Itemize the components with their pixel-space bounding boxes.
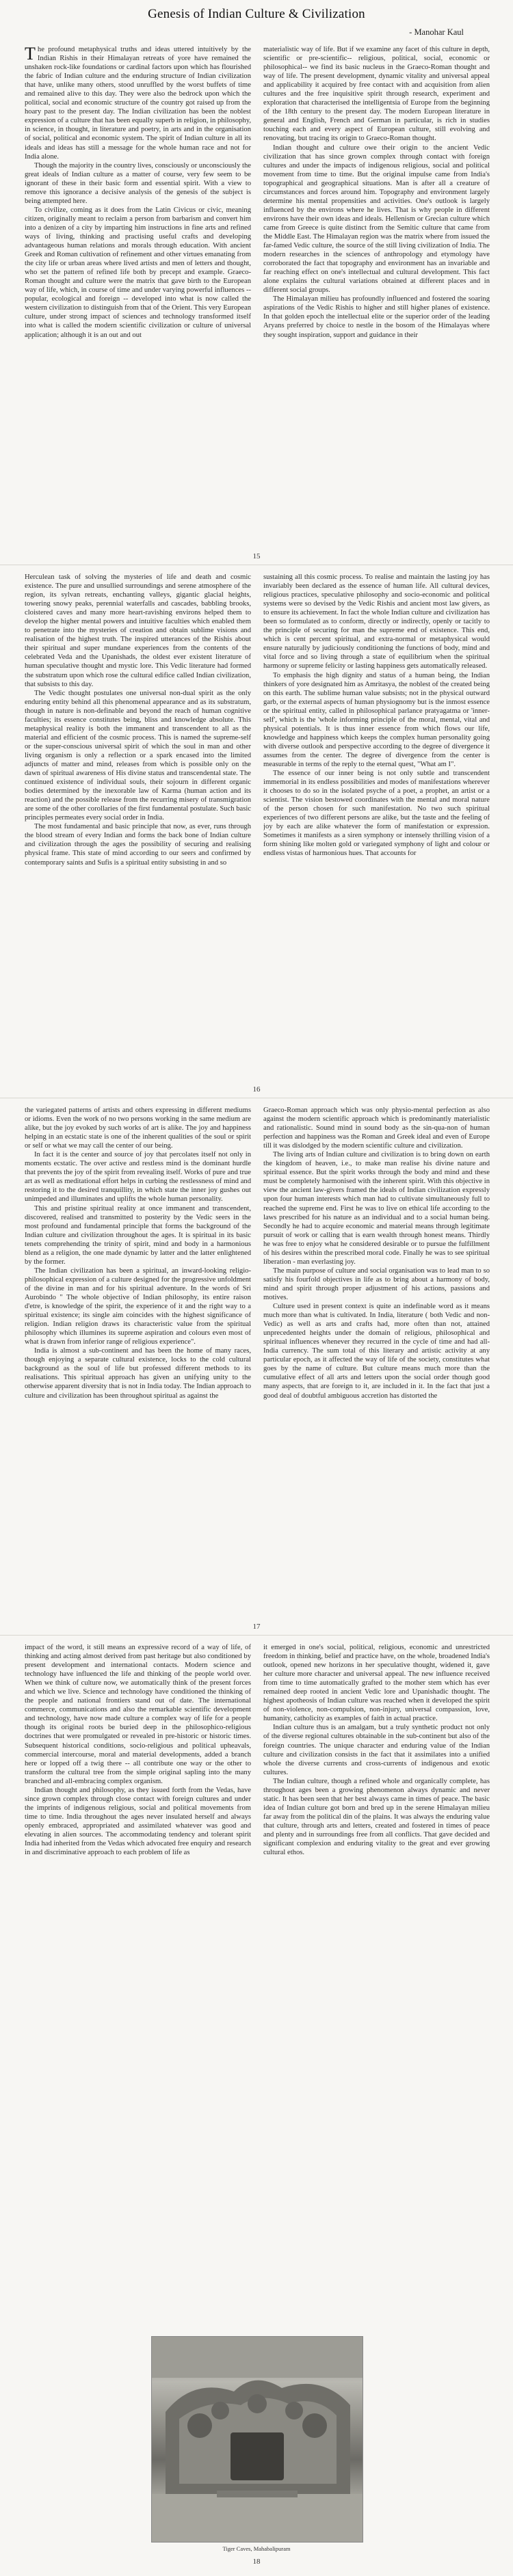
paragraph: the variegated patterns of artists and others expressing in different mediums or idioms. Even the work of no two persons working in the same medium are alike, but the joy evoked by such works of art is alike. The joy and happiness helping in an ecstatic state is one of the inherent qualities of the soul or spirit or self or what we may call the center of our being. [25,1107,251,1150]
paragraph: Culture used in present context is quite an indefinable word as it means much more than what is cultivated. In India, literature ( both Vedic and non-Vedic) as well as arts and crafts had, more often than not, attained unprecedented heights under the domain of religious, philosophical and spiritual influences whenever they recurred in the cycle of time and had all-India currency. The sum total of this literary and artistic activity at any particular epoch, as it affected the way of life of the society, constitutes what goes by the name of culture. But culture means much more than the cumulative effect of all arts and letters upon the social order though good many aspects, that are foreign to it, are included in it. In the fact that just a good deal of doubtful ambiguous accretion has distorted the [263,1303,490,1400]
paragraph: materialistic way of life. But if we examine any facet of this culture in depth, scientific or pre-scientific-- religious, political, social, economic or philosophical-- we find its basic nucleus in the Graeco-Roman thought and way of life. The present development, dynamic vitality and universal appeal and applicability it acquired by free contact with and acquisition from alien cultures and the free inquisitive spirit through research, experiment and exploration that characterised the intelligentsia of Europe from the beginning of the 18th century to the present day. The modern European literature in general and English, French and German in particular, is rich in studies touching each and every aspect of European culture, still evolving and renovating, but tracing its origin to Graeco-Roman thought. [263,46,490,143]
paragraph: Herculean task of solving the mysteries of life and death and cosmic existence. The pure and unsullied surroundings and serene atmosphere of the region, its sylvan retreats, enchanting valleys, gigantic glacial heights, towering snowy peaks, perennial waterfalls and cascades, babbling brooks, cloistered caves and many more heart-ravishing environs helped them to develop the higher mental powers and intuitive faculties which enabled them to penetrate into the mysteries of creation and obtain sublime visions and realisation of the highest truth. The inspired utterances of the Rishis about their spiritual and super mundane experiences from the contents of the celebrated Veda and the Upanishads, the oldest ever existent literature of human speculative thought and mystic lore. This Vedic literature had formed the substratum upon which rose the cultural edifice called Indian civilization, that subsists to this day. [25,573,251,688]
paragraph: The essence of our inner being is not only subtle and transcendent immemorial in its endless possibilities and modes of manifestations wherever it chooses to do so in the isolated psyche of a poet, a prophet, an artist or a scientist. The vision bestowed coordinates with the mental and moral nature of the person chosen for such manifestation. No two such spiritual experiences of two different persons are alike, but the taste and the feeling of joy by each are alike whatever the form of manifestation or expression. Sometimes it manifests as a siren symphony or intensely thrilling vision of a form shining like molten gold or variegated symphony of light and colour or endless vistas of harmonious hues. That accounts for [263,770,490,858]
paragraph: In fact it is the center and source of joy that percolates itself not only in moments ecstatic. The over active and restless mind is the dominant hurdle that prevents the joy of the spirit from revealing itself. Works of pure and true art as well as meditational effort helps in curbing the restlessness of mind and restoring it to the desired tranquillity, in which state the inner joy gushes out unimpeded and illuminates and uplifts the whole human personality. [25,1151,251,1204]
column-right [263,573,490,1075]
article-title: Genesis of Indian Culture & Civilization [148,7,365,21]
paragraph: it emerged in one's social, political, religious, economic and unrestricted freedom in thinking, belief and practice have, on the whole, broadened India's outlook, opened new horizons in her speculative thought, widened it, gave her culture more character and universal appeal. The new influence received from time to time automatically grafted to the mother stem which has ever remained deep rooted in ancient Vedic lore and Upanishadic thought. The highest apotheosis of Indian culture was reached when it developed the spirit of non-violence, non-compulsion, non-injury, universal compassion, love, humanity, catholicity as examples of faith in actual practice. [263,1644,490,1723]
page-number: 17 [252,1623,261,1631]
article-author: - Manohar Kaul [409,27,464,37]
page-number: 18 [252,2558,261,2566]
paragraph: sustaining all this cosmic process. To realise and maintain the lasting joy has invariably been declared as the essence of human life. All cultural devices, religious practices, speculative philosophy and socio-economic and political systems were so devised by the Vedic Rishis and ancient most law givers, as to ensure its achievement. In fact the whole Indian culture and civilization has been so formulated as to conform, directly or indirectly, openly or tacitly to the principle of securing for man the supreme end of existence. This end, which is cent percent spiritual, and extra-normal or metaphysical would ensure naturally by judiciously conditioning the functions of body, mind and vital force and so living through a state of equilibrium when the spiritual harmony or supreme felicity or lasting happiness gets automatically released. [263,573,490,670]
column-left [25,45,251,541]
paragraph: The Indian civilization has been a spiritual, an inward-looking religio-philosophical expression of a culture designed for the progressive unfoldment of the divine in man and for his spiritual adventure. In the words of Sri Aurobindo " The whole objective of Indian philosophy, its entire raison d'etre, is knowledge of the spirit, the experience of it and the right way to a spiritual existence; its single aim coincides with the highest significance of religion. Indian religion draws its characteristic value from the spiritual philosophy which illumines its supreme aspiration and colours even most of what is drawn from inferior range of religious experience". [25,1266,251,1346]
paragraph: Indian thought and culture owe their origin to the ancient Vedic civilization that has since grown complex through contact with foreign cultures and under the impacts of indigenous religious, social and political movement from time to time. But the original impulse came from India's topographical and geographical situations. Man is after all a creature of circumstances and forces around him. Topography and environment largely determine his mental propensities and activities. One's outlook is largely influenced by the environs where he lives. That is why people in different environs have their own ideas and ideals. Hellenism or Grecian culture which came from Greece is quite distinct from the Semitic culture that came from the Middle East. The Himalayan region was the matrix where from issued the far-famed Vedic culture, the source of the still living civilization of India. The modern researches in the sciences of anthropology and etymology have corroborated the fact that topography and environment has an invariable and far reaching effect on one's intellectual and cultural development. This fact alone explains the cultural variations obtained at different places and in different social groups. [263,144,490,295]
paragraph: The Himalayan milieu has profoundly influenced and fostered the soaring aspirations of the Vedic Rishis to higher and still higher planes of existence. In that golden epoch the intellectual elite or the superior order of the leading Aryans preferred by choice to nestle in the bosom of the Himalayas where they sought inspiration, support and guidance in their [263,295,490,339]
page-spread-2 [25,573,490,1075]
page-spread-4 [25,1643,490,2320]
page-number: 15 [252,552,261,560]
column-left [25,1106,251,1610]
paragraph: The profound metaphysical truths and ideas uttered intuitively by the Indian Rishis in their Himalayan retreats of yore have remained the unshaken rock-like foundations or cardinal factors upon which has flourished the fabric of Indian culture and the enduring structure of Indian civilization that have, unlike many others, stood unruffled by the worst buffets of time and remained alive to this day. They were also the bedrock upon which the political, social and economic structure of the country got raised up from the hoary past to the present day. The Indian civilization has been the noblest expression of a culture that has been equally superb in religion, in philosophy, in science, in thought, in literature and poetry, in arts and in the organisation of social, political and economic system. The spirit of Indian culture in all its ideals and ideas has still a message for the whole human race and not for India alone. [25,45,251,161]
paragraph: Graeco-Roman approach which was only physio-mental perfection as also against the modern scientific approach which is predominantly materialistic and rationalistic. Sound mind in sound body as the sin-qua-non of human perfection and happiness was the Roman and Greek ideal and even of Europe till it was dislodged by the modern scientific culture and civilization. [263,1107,490,1150]
paragraph: Indian culture thus is an amalgam, but a truly synthetic product not only of the diverse regional cultures obtainable in the sub-continent but also of the foreign countries. The unique character and enduring value of the Indian culture and civilization consists in the fact that it assimilates into a unified whole the diverse currents and cross-currents of indigenous and exotic cultures. [263,1724,490,1776]
paragraph: Though the majority in the country lives, consciously or unconsciously the great ideals of Indian culture as a matter of course, very few seem to be ignorant of these in their basic form and essential spirit. With a view to remove this ignorance a decisive analysis of the genesis of the subject is being attempted here. [25,161,251,205]
page-divider [0,1635,513,1636]
paragraph: The main purpose of culture and social organisation was to lead man to so satisfy his fourfold objectives in life as to bring about a harmony of body, mind and spirit through proper adjustment of his actions, passions and motives. [263,1266,490,1301]
photo-caption: Tiger Caves, Mahabalipuram [222,2545,291,2552]
rock-carving-illustration [152,2337,363,2542]
column-left [25,573,251,1075]
paragraph: impact of the word, it still means an expressive record of a way of life, of thinking and acting almost derived from past heritage but also conditioned by present development and international contacts. Modern science and technology have influenced the life and thinking of the people world over. When we think of culture now, we automatically think of the present forces and which we live. Science and technology have conditioned the thinking of the people and national frontiers stand out of date. The international commerce, communications and also the remarkable scientific development and technology, have now made culture a complex way of life for a people though its original roots be buried deep in the philosophico-religious doctrines that were promulgated or revealed in pre-historic or historic times. Subsequent historical conditions, socio-religious and political upheavals, commercial intercourse, moral and material developments, added a branch here or lopped off a twig there -- all contribute one way or the other to transform the cultural tree from the simple original sapling into the many branched and all-embracing complex organism. [25,1644,251,1785]
paragraph: The most fundamental and basic principle that now, as ever, runs through the blood stream of every Indian and forms the back bone of Indian culture and civilization through the ages the possibility of securing and realising physical frame. This state of mind according to our seers and confirmed by contemporary saints and Sufis is a spiritual entity subsisting in and so [25,823,251,867]
paragraph: Indian thought and philosophy, as they issued forth from the Vedas, have since grown complex through close contact with foreign cultures and under the imprints of indigenous religious, social and political movements from time to time. India throughout the ages never insulated herself and always openly embraced, appropriated and assimilated whatever was good and elevating in alien sources. The accommodating tendency and tolerant spirit India had inherited from the Vedas which advocated free enquiry and research in and discriminative approach to each problem of life as [25,1786,251,1857]
paragraph: The living arts of Indian culture and civilization is to bring down on earth the kingdom of heaven, i.e., to make man realise his divine nature and spiritual essence. But the spirit works through the body and mind and these must be completely harmonised with the inherent spirit. With this objective in view the ancient law-givers framed the ideals of Indian civilization expressly upon four human interests which man had to cultivate simultaneously full to reached the supreme end. First he was to live on ethical life according to the laws prescribed for his nature as an individual and to a social human being. Secondly he had to acquire economic and material means through legitimate pursuit of work or calling that is earn wealth through honest means. Thirdly he was free to enjoy what he considered desirable or to pursue the fulfillment of his desires within the prescribed moral code. Finally he was to see spiritual liberation - man everlasting joy. [263,1151,490,1266]
column-left [25,1643,251,2320]
paragraph: The Indian culture, though a refined whole and organically complete, has throughout ages been a growing phenomenon always dynamic and never static. It has been seen that her best always came in times of peace. The basic idea of Indian culture got born and bred up in the serene Himalayan milieu far away from the political din of the plains. It was always the enduring value that culture, through arts and letters, created and fostered in times of peace and plenty and in surroundings free from all conflicts. That gave decided and significant complexion and enduring vitality to the great and ever growing cultural ethos. [263,1777,490,1857]
paragraph: To civilize, coming as it does from the Latin Civicus or civic, meaning citizen, originally meant to reclaim a person from barbarism and convert him into a denizen of a city by imparting him instructions in fine arts and refined ways of living, thinking and practising useful crafts and developing advantageous human relations and morals through education. With ancient Greek and Roman cultivation of refinement and other virtues emanating from the city life or urban areas where lived artists and men of letters and thought, who set the pattern of refined life both by precept and example. Graeco-Roman thought and culture were the matrix that gave birth to the European way of life, which, in course of time and under varying powerful influences -- popular, ecological and foreign -- developed into what is now called the western civilization to distinguish from that of the Orient. This very European culture, under strong impact of sciences and technology transformed itself into what is called the modern scientific civilization or culture of universal application; although it is an out and out [25,206,251,339]
paragraph: The Vedic thought postulates one universal non-dual spirit as the only enduring entity behind all this phenomenal appearance and as its substratum, though in nature is non-definable and beyond the reach of human cognitive faculties; its essence constitutes being, bliss and knowledge absolute. This metaphysical reality is both the immanent and transcendent to all as the material and efficient of the cosmic process. This is named the supreme-self or the super-conscious universal spirit of which the soul in man and other living organism is only a reflection or a spark encased into the limited adjuncts of matter and mind, releases from which is possible only on the dawn of spiritual awareness of His divine status and transcendental state. The continued existence of individual souls, their sojourn in different organic bodies determined by the inexorable law of Karma (human action and its reaction) and the possible release from the recurring misery of transmigration are some of the other corollaries of the first fundamental postulate. Such basic principles permeates every social order in India. [25,689,251,822]
column-right [263,45,490,541]
paragraph: To emphasis the high dignity and status of a human being, the Indian thinkers of yore designated him as Amritasya, the noblest of the created being on this earth. The sublime human value subsists; not in the physical outward garb, or the external aspects of human physiognomy but is the inmost essence or the spiritual entity, called in philosophical parlance pratyagatma or 'inner-self', which is the 'whole informing principle of the moral, mental, vital and physical potentials. It is thus inner essence from which flows our life, knowledge and happiness which keeps the complex human personality going with diverse outlook and perspective according to the degree of divergence it assumes from the center. The degree of divergence from the center is measurable in terms of the reply to the eternal quest, "What am I". [263,671,490,768]
paragraph: This and pristine spiritual reality at once immanent and transcendent, discovered, realised and transmitted to posterity by the Vedic seers in the most profound and fundamental principle that forms the background of the Indian culture and civilization throughout the ages. It is spiritual in its basic tenets comprehending the trinity of spirit, mind and body in a harmonious blend as a religion, the one made dynamic by latter and the latter enlightened by the former. [25,1204,251,1266]
page-spread-1 [25,45,490,541]
page-number: 16 [252,1085,261,1094]
paragraph: India is almost a sub-continent and has been the home of many races, though enjoying a separate cultural existence, locks to the cold cultural background as the soul of life but professed different methods to its realisations. This spiritual approach has given an unifying unity to the otherwise apparent diversity that is not in India today. The Indian approach to culture and civilization has been throughout spiritual as against the [25,1347,251,1400]
figure [151,2336,362,2552]
column-right [263,1106,490,1610]
drop-cap: T [25,45,36,64]
tiger-caves-photo [151,2336,363,2543]
page-spread-3 [25,1106,490,1610]
column-right [263,1643,490,2320]
